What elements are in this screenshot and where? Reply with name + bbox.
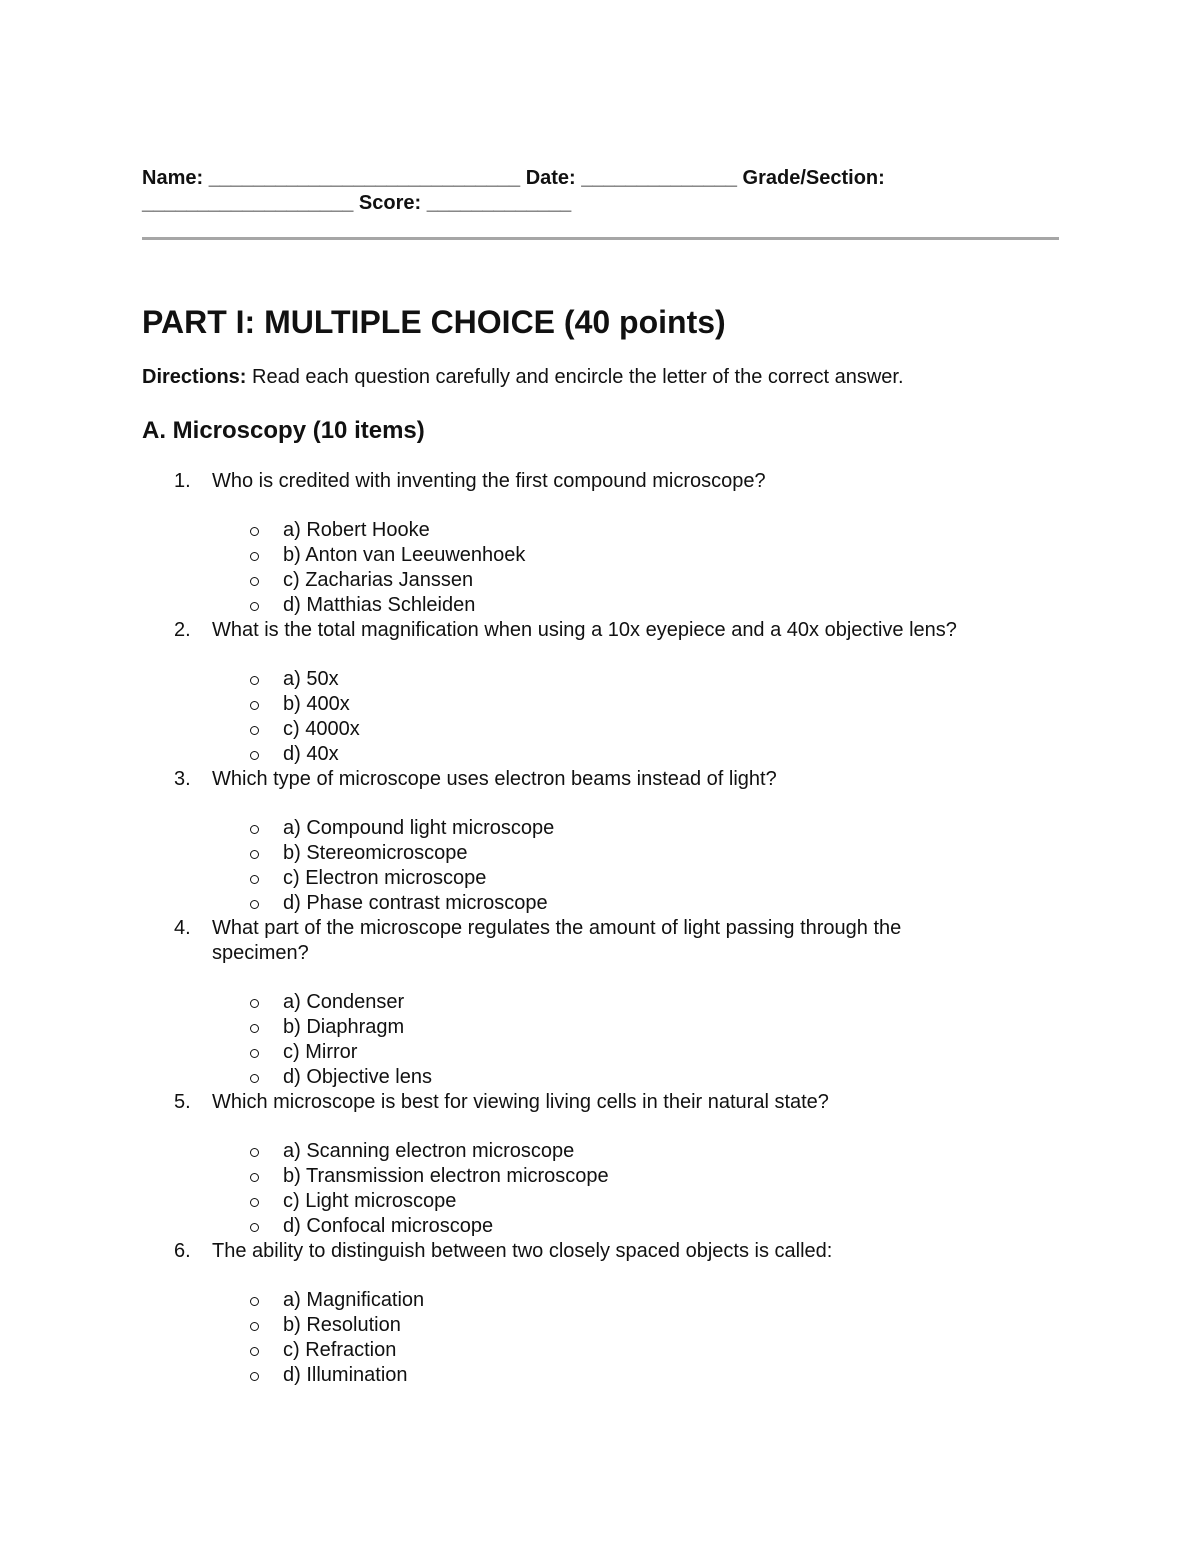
- option-item[interactable]: [142, 667, 1060, 692]
- question-text: What part of the microscope regulates the amount of light passing through the specimen?: [212, 917, 902, 964]
- option-list: [142, 816, 1060, 916]
- option-list: [142, 518, 1060, 618]
- circle-bullet-icon: [250, 1347, 259, 1356]
- circle-bullet-icon: [250, 577, 259, 586]
- option-item[interactable]: [142, 742, 1060, 767]
- question-number: 6.: [174, 1240, 191, 1262]
- option-list: [142, 667, 1060, 767]
- circle-bullet-icon: [250, 751, 259, 760]
- question-item: [142, 469, 1060, 618]
- circle-bullet-icon: [250, 552, 259, 561]
- option-item[interactable]: [142, 1313, 1060, 1338]
- option-item[interactable]: [142, 1139, 1060, 1164]
- option-list: [142, 1139, 1060, 1239]
- question-text: Who is credited with inventing the first compound microscope?: [212, 470, 766, 492]
- option-item[interactable]: [142, 1363, 1060, 1388]
- circle-bullet-icon: [250, 875, 259, 884]
- question-number: 3.: [174, 768, 191, 790]
- option-text: c) Refraction: [283, 1339, 397, 1361]
- option-item[interactable]: [142, 816, 1060, 841]
- option-text: d) Phase contrast microscope: [283, 892, 548, 914]
- option-text: a) Scanning electron microscope: [283, 1140, 575, 1162]
- option-item[interactable]: [142, 593, 1060, 618]
- option-item[interactable]: [142, 1338, 1060, 1363]
- option-text: c) Electron microscope: [283, 867, 487, 889]
- option-text: c) Zacharias Janssen: [283, 569, 474, 591]
- option-item[interactable]: [142, 717, 1060, 742]
- circle-bullet-icon: [250, 1173, 259, 1182]
- option-item[interactable]: [142, 1040, 1060, 1065]
- option-item[interactable]: [142, 518, 1060, 543]
- option-text: b) Diaphragm: [283, 1016, 405, 1038]
- directions-text: Read each question carefully and encircle the letter of the correct answer.: [246, 366, 904, 388]
- question-list: [142, 469, 1060, 1388]
- option-item[interactable]: [142, 568, 1060, 593]
- option-text: d) 40x: [283, 743, 339, 765]
- question-number: 4.: [174, 917, 191, 939]
- option-text: a) Magnification: [283, 1289, 425, 1311]
- option-text: b) Anton van Leeuwenhoek: [283, 544, 526, 566]
- option-text: d) Confocal microscope: [283, 1215, 494, 1237]
- option-item[interactable]: [142, 866, 1060, 891]
- option-text: a) Compound light microscope: [283, 817, 555, 839]
- option-item[interactable]: [142, 891, 1060, 916]
- option-item[interactable]: [142, 1214, 1060, 1239]
- option-item[interactable]: [142, 1065, 1060, 1090]
- option-text: d) Illumination: [283, 1364, 408, 1386]
- question-text: What is the total magnification when using a 10x eyepiece and a 40x objective lens?: [212, 619, 957, 641]
- question-text: The ability to distinguish between two closely spaced objects is called:: [212, 1240, 833, 1262]
- option-text: c) 4000x: [283, 718, 360, 740]
- circle-bullet-icon: [250, 900, 259, 909]
- directions: [142, 364, 904, 390]
- circle-bullet-icon: [250, 1148, 259, 1157]
- option-item[interactable]: [142, 1164, 1060, 1189]
- section-title: A. Microscopy (10 items): [142, 417, 425, 444]
- circle-bullet-icon: [250, 1074, 259, 1083]
- option-item[interactable]: [142, 1015, 1060, 1040]
- option-item[interactable]: [142, 1189, 1060, 1214]
- header-line-score: ___________________ Score: _____________: [142, 192, 572, 214]
- option-text: c) Light microscope: [283, 1190, 457, 1212]
- option-text: d) Matthias Schleiden: [283, 594, 476, 616]
- directions-label: Directions:: [142, 366, 247, 388]
- option-item[interactable]: [142, 841, 1060, 866]
- question-item: [142, 767, 1060, 916]
- option-item[interactable]: [142, 1288, 1060, 1313]
- question-item: [142, 1239, 1060, 1388]
- part-title: PART I: MULTIPLE CHOICE (40 points): [142, 304, 726, 340]
- option-item[interactable]: [142, 990, 1060, 1015]
- circle-bullet-icon: [250, 1223, 259, 1232]
- circle-bullet-icon: [250, 527, 259, 536]
- question-number: 1.: [174, 470, 191, 492]
- circle-bullet-icon: [250, 602, 259, 611]
- option-item[interactable]: [142, 543, 1060, 568]
- option-list: [142, 1288, 1060, 1388]
- circle-bullet-icon: [250, 1297, 259, 1306]
- question-text: Which microscope is best for viewing living cells in their natural state?: [212, 1091, 829, 1113]
- header-divider: [142, 237, 1059, 240]
- question-item: [142, 618, 1060, 767]
- option-text: b) Transmission electron microscope: [283, 1165, 609, 1187]
- circle-bullet-icon: [250, 701, 259, 710]
- circle-bullet-icon: [250, 850, 259, 859]
- question-text: Which type of microscope uses electron beams instead of light?: [212, 768, 777, 790]
- question-item: [142, 1090, 1060, 1239]
- option-text: a) 50x: [283, 668, 339, 690]
- circle-bullet-icon: [250, 999, 259, 1008]
- circle-bullet-icon: [250, 1024, 259, 1033]
- option-text: d) Objective lens: [283, 1066, 432, 1088]
- circle-bullet-icon: [250, 825, 259, 834]
- option-text: b) 400x: [283, 693, 350, 715]
- circle-bullet-icon: [250, 1372, 259, 1381]
- circle-bullet-icon: [250, 676, 259, 685]
- circle-bullet-icon: [250, 1322, 259, 1331]
- circle-bullet-icon: [250, 1049, 259, 1058]
- circle-bullet-icon: [250, 726, 259, 735]
- option-text: c) Mirror: [283, 1041, 358, 1063]
- question-number: 5.: [174, 1091, 191, 1113]
- option-text: b) Resolution: [283, 1314, 401, 1336]
- option-list: [142, 990, 1060, 1090]
- student-info-header: [142, 166, 1060, 216]
- question-number: 2.: [174, 619, 191, 641]
- circle-bullet-icon: [250, 1198, 259, 1207]
- question-item: [142, 916, 1060, 1090]
- option-text: a) Condenser: [283, 991, 405, 1013]
- option-text: a) Robert Hooke: [283, 519, 430, 541]
- option-text: b) Stereomicroscope: [283, 842, 468, 864]
- header-line-name-date-grade: Name: ____________________________ Date: ______________ Grade/Section:: [142, 167, 885, 189]
- option-item[interactable]: [142, 692, 1060, 717]
